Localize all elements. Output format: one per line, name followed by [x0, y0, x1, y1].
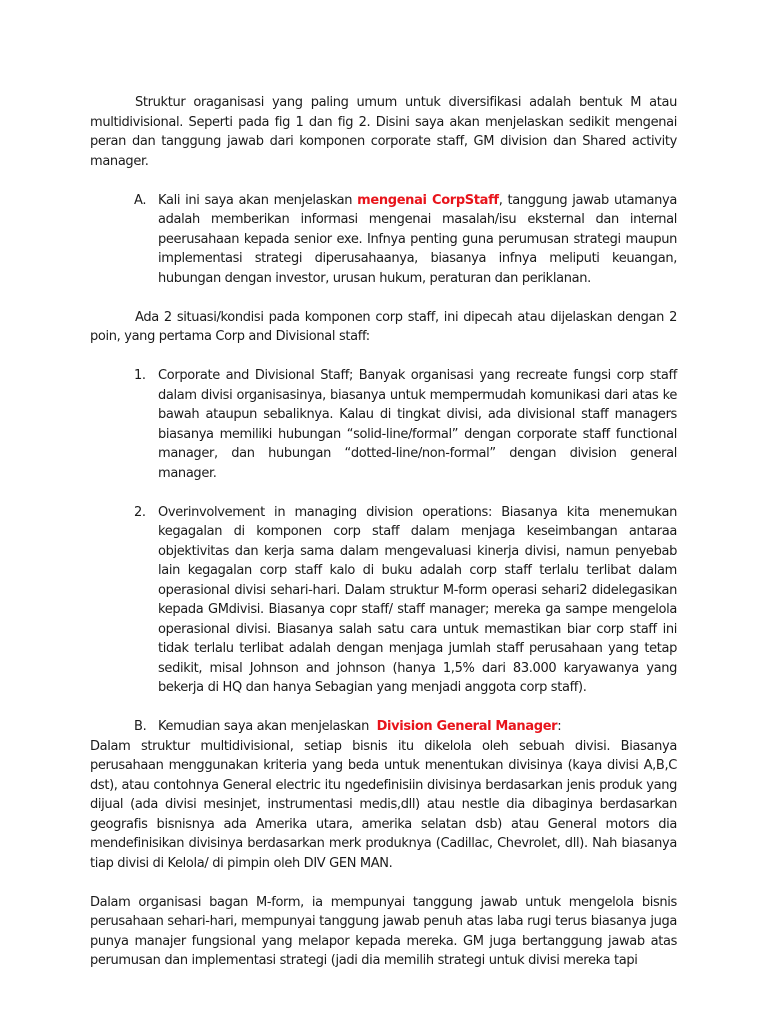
document-page — [90, 93, 677, 971]
division-paragraph: Dalam struktur multidivisional, setiap bisnis itu dikelola oleh sebuah divisi. Biasanya perusahaan menggunakan kriteria yang beda untuk menentukan divisinya (kaya divisi A,B,C dst), atau contohnya General electric itu ngedefinisiin divisinya berdasarkan jenis produk yang dijual (ada divisi mesinjet, instrumentasi medis,dll) atau nestle dia dibaginya berdasarkan geografis bisnisnya ada Amerika utara, amerika selatan dsb) atau General motors dia mendefinisikan divisinya berdasarkan merk produknya (Cadillac, Chevrolet, dll). Nah biasanya tiap divisi di Kelola/ di pimpin oleh DIV GEN MAN. — [90, 738, 677, 871]
section-b-text-before: Kemudian saya akan menjelaskan — [158, 719, 377, 734]
section-a-highlight: mengenai CorpStaff — [357, 192, 499, 208]
section-a-text-before: Kali ini saya akan menjelaskan — [158, 192, 358, 208]
list-item-1 — [90, 366, 677, 483]
section-a — [90, 191, 677, 289]
section-b-heading — [90, 717, 677, 737]
section-a-marker: A. — [134, 192, 147, 208]
list-item-2 — [90, 503, 677, 698]
list-item-2-text: Overinvolvement in managing division operations: Biasanya kita menemukan kegagalan di komponen corp staff dalam menjaga keseimbangan antaraa objektivitas dan kerja sama dalam mengevaluasi kinerja divisi, namun penyebab lain kegagalan corp staff kalo di buku adalah corp staff terlalu terlibat dalam operasional divisi sehari-hari. Dalam struktur M-form operasi sehari2 didelegasikan kepada GMdivisi. Biasanya copr staff/ staff manager; mereka ga sampe mengelola operasional divisi. Biasanya salah satu cara untuk memastikan biar corp staff ini tidak terlalu terlibat adalah dengan menjaga jumlah staff perusahaan yang tetap sedikit, misal Johnson and johnson (hanya 1,5% dari 83.000 karyawanya yang bekerja di HQ dan hanya Sebagian yang menjadi anggota corp staff). — [158, 504, 677, 695]
list-item-2-marker: 2. — [134, 504, 146, 520]
intro-paragraph: Struktur oraganisasi yang paling umum untuk diversifikasi adalah bentuk M atau multidivisional. Seperti pada fig 1 dan fig 2. Disini saya akan menjelaskan sedikit mengenai peran dan tanggung jawab dari komponen corporate staff, GM division dan Shared activity manager. — [90, 95, 677, 169]
section-b-marker: B. — [134, 719, 147, 734]
list-item-1-marker: 1. — [134, 368, 146, 383]
section-a-text-after: , tanggung jawab utamanya adalah memberikan informasi mengenai masalah/isu eksternal dan internal peerusahaan kepada senior exe. Infnya penting guna perumusan strategi maupun implementasi strategi diperusahaanya, biasanya infnya meliputi keuangan, hubungan dengan investor, urusan hukum, peraturan dan periklanan. — [158, 192, 677, 286]
mform-paragraph: Dalam organisasi bagan M-form, ia mempunyai tanggung jawab untuk mengelola bisnis perusahaan sehari-hari, mempunyai tanggung jawab penuh atas laba rugi terus biasanya juga punya manajer fungsional yang melapor kepada mereka. GM juga bertanggung jawab atas perumusan dan implementasi strategi (jadi dia memilih strategi untuk divisi mereka tapi — [90, 894, 677, 968]
situations-paragraph: Ada 2 situasi/kondisi pada komponen corp staff, ini dipecah atau dijelaskan dengan 2 poin, yang pertama Corp and Divisional staff: — [90, 309, 677, 344]
section-b-text-after: : — [557, 719, 562, 734]
list-item-1-text: Corporate and Divisional Staff; Banyak organisasi yang recreate fungsi corp staff dalam divisi organisasinya, biasanya untuk mempermudah komunikasi dari atas ke bawah ataupun sebaliknya. Kalau di tingkat divisi, ada divisional staff managers biasanya memiliki hubungan “solid-line/formal” dengan corporate staff functional manager, dan hubungan “dotted-line/non-formal” dengan division general manager. — [158, 368, 677, 481]
section-b-highlight: Division General Manager — [376, 719, 558, 734]
